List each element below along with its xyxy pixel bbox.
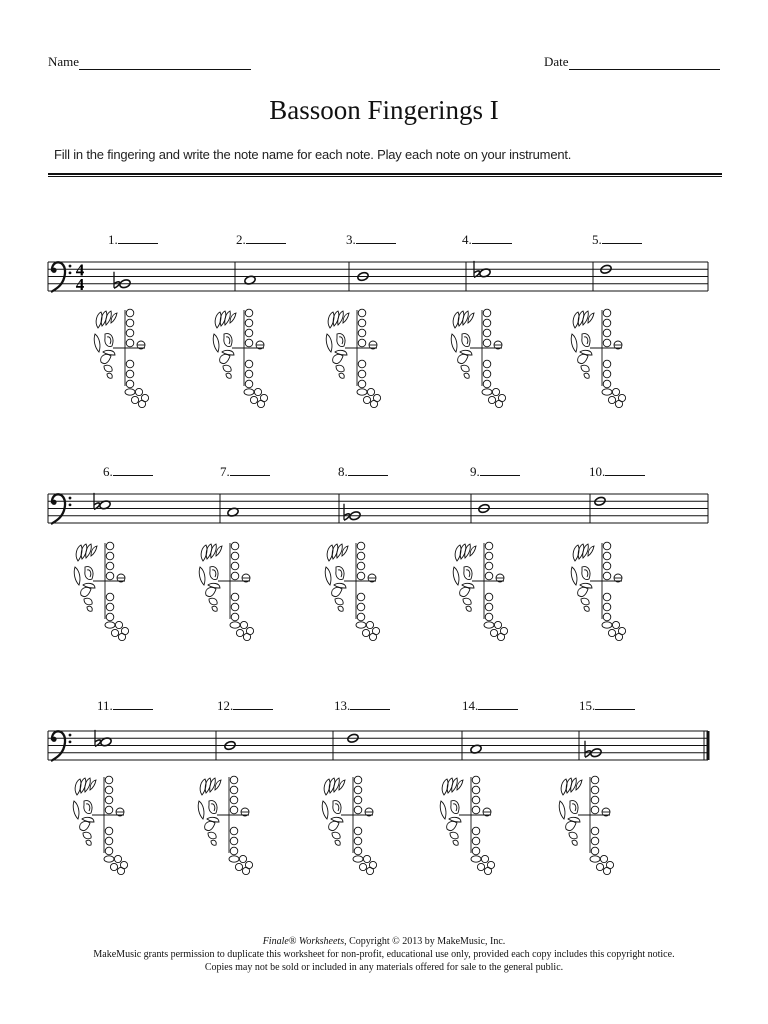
bassoon-fingering-diagram-icon[interactable]: [571, 309, 625, 407]
bassoon-fingering-diagram-icon[interactable]: [453, 542, 507, 640]
staff: [48, 730, 708, 761]
note-number: 4.: [462, 232, 472, 247]
note-number: 11.: [97, 698, 113, 713]
footer-copyright: , Copyright © 2013 by MakeMusic, Inc.: [344, 936, 506, 947]
bassoon-fingering-diagram-icon[interactable]: [322, 776, 376, 874]
note-answer-field[interactable]: [108, 232, 158, 248]
flat-accidental: [344, 504, 350, 521]
bassoon-fingering-diagram-icon[interactable]: [74, 542, 128, 640]
note-number: 14.: [462, 698, 479, 713]
flat-accidental: [114, 272, 120, 289]
note-name-blank[interactable]: [478, 698, 518, 710]
bass-clef-icon: [51, 731, 71, 761]
note-name-blank[interactable]: [246, 232, 286, 244]
note-answer-field[interactable]: [470, 464, 520, 480]
note-number: 15.: [579, 698, 596, 713]
note-answer-field[interactable]: [462, 232, 512, 248]
bassoon-fingering-diagram-icon[interactable]: [451, 309, 505, 407]
bassoon-fingering-diagram-icon[interactable]: [325, 542, 379, 640]
note-answer-field[interactable]: [217, 698, 273, 714]
bassoon-fingering-diagram-icon[interactable]: [571, 542, 625, 640]
time-signature-bottom: 4: [75, 275, 85, 294]
note-answer-field[interactable]: [589, 464, 645, 480]
bass-clef-icon: [51, 494, 71, 524]
instructions: Fill in the fingering and write the note name for each note. Play each note on your instrument.: [54, 147, 572, 162]
flat-accidental: [585, 741, 591, 758]
note-name-blank[interactable]: [118, 232, 158, 244]
note-number: 13.: [334, 698, 351, 713]
footer-line-3: Copies may not be sold or included in any materials offered for sale to the general public.: [204, 962, 564, 973]
note-number: 6.: [103, 464, 113, 479]
footer-line-2: MakeMusic grants permission to duplicate this worksheet for non-profit, educational use only, provided each copy includes this copyright notice.: [93, 949, 675, 960]
note-answer-field[interactable]: [592, 232, 642, 248]
staff: [48, 493, 708, 524]
date-label: Date: [544, 54, 569, 69]
note-number: 9.: [470, 464, 480, 479]
note-number: 12.: [217, 698, 234, 713]
page-title: Bassoon Fingerings I: [269, 95, 499, 125]
time-signature: [76, 261, 85, 295]
note-name-blank[interactable]: [348, 464, 388, 476]
note-number: 10.: [589, 464, 606, 479]
note-answer-field[interactable]: [236, 232, 286, 248]
bassoon-fingering-diagram-icon[interactable]: [326, 309, 380, 407]
staff: [48, 261, 708, 295]
bassoon-fingering-diagram-icon[interactable]: [73, 776, 127, 874]
time-signature-top: 4: [75, 260, 85, 280]
note-name-blank[interactable]: [472, 232, 512, 244]
note-name-blank[interactable]: [605, 464, 645, 476]
note-name-blank[interactable]: [480, 464, 520, 476]
note-name-blank[interactable]: [595, 698, 635, 710]
note-number: 7.: [220, 464, 230, 479]
bassoon-fingering-diagram-icon[interactable]: [559, 776, 613, 874]
note-number: 8.: [338, 464, 348, 479]
copyright-footer: [0, 935, 768, 974]
note-number: 1.: [108, 232, 118, 247]
note-name-blank[interactable]: [356, 232, 396, 244]
bassoon-fingering-diagram-icon[interactable]: [213, 309, 267, 407]
note-name-blank[interactable]: [113, 464, 153, 476]
note-name-blank[interactable]: [113, 698, 153, 710]
name-label: Name: [48, 54, 80, 69]
bassoon-fingering-diagram-icon[interactable]: [94, 309, 148, 407]
note-name-blank[interactable]: [233, 698, 273, 710]
footer-line-1: [0, 935, 768, 948]
note-answer-field[interactable]: [220, 464, 270, 480]
note-answer-field[interactable]: [338, 464, 388, 480]
bass-clef-icon: [51, 262, 71, 292]
note-answer-field[interactable]: [97, 698, 153, 714]
note-answer-field[interactable]: [334, 698, 390, 714]
note-number: 2.: [236, 232, 246, 247]
note-answer-field[interactable]: [103, 464, 153, 480]
footer-product-name: Finale® Worksheets: [262, 936, 345, 947]
note-number: 5.: [592, 232, 602, 247]
note-name-blank[interactable]: [230, 464, 270, 476]
note-answer-field[interactable]: [579, 698, 635, 714]
bassoon-fingering-diagram-icon[interactable]: [199, 542, 253, 640]
bassoon-fingering-diagram-icon[interactable]: [198, 776, 252, 874]
note-answer-field[interactable]: [346, 232, 396, 248]
note-name-blank[interactable]: [602, 232, 642, 244]
note-number: 3.: [346, 232, 356, 247]
note-name-blank[interactable]: [350, 698, 390, 710]
note-answer-field[interactable]: [462, 698, 518, 714]
bassoon-fingering-diagram-icon[interactable]: [440, 776, 494, 874]
